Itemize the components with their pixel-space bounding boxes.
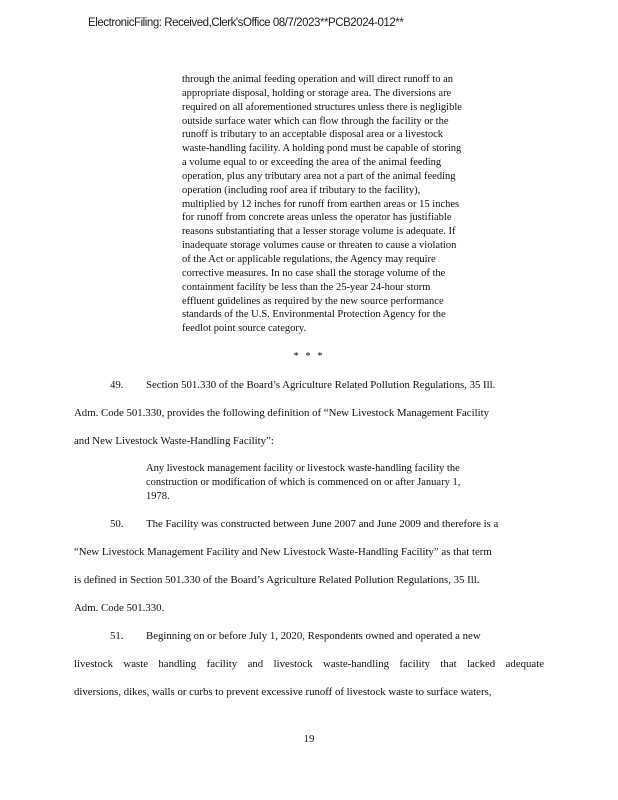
quote-line: outside surface water which can flow through the facility or the bbox=[182, 115, 449, 127]
quote-line: for runoff from concrete areas unless the operator has justifiable bbox=[182, 212, 452, 224]
quote-line: standards of the U.S. Environmental Protection Agency for the bbox=[182, 309, 446, 321]
quote-line: runoff is tributary to an acceptable disposal area or a livestock bbox=[182, 129, 444, 141]
quote-line: appropriate disposal, holding or storage area. The diversions are bbox=[182, 87, 452, 99]
quote-line: of the Act or applicable regulations, the Agency may require bbox=[182, 253, 436, 265]
quote-line: construction or modification of which is commenced on or after January 1, bbox=[146, 476, 461, 488]
paragraph-51-line-2: livestock waste handling facility and livestock waste-handling facility that lacked adequate bbox=[74, 658, 544, 670]
paragraph-50-line-1 bbox=[74, 517, 544, 531]
quote-line: multiplied by 12 inches for runoff from earthen areas or 15 inches bbox=[182, 198, 460, 210]
quote-line: operation, plus any tributary area not a part of the animal feeding bbox=[182, 170, 456, 182]
paragraph-number: 49. bbox=[110, 379, 124, 391]
paragraph-51-line-3: diversions, dikes, walls or curbs to prevent excessive runoff of livestock waste to surface waters, bbox=[74, 686, 492, 698]
paragraph-50-line-3: is defined in Section 501.330 of the Board’s Agriculture Related Pollution Regulations, 35 Ill. bbox=[74, 574, 480, 586]
quote-line: effluent guidelines as required by the new source performance bbox=[182, 295, 444, 307]
paragraph-number: 51. bbox=[110, 630, 124, 642]
quote-line: required on all aforementioned structures unless there is negligible bbox=[182, 101, 462, 113]
paragraph-51-line-1 bbox=[74, 629, 544, 643]
quote-line: containment facility be less than the 25-year 24-hour storm bbox=[182, 281, 431, 293]
quote-line: feedlot point source category. bbox=[182, 323, 307, 335]
paragraph-49-line-2: Adm. Code 501.330, provides the following definition of “New Livestock Management Facility bbox=[74, 407, 489, 419]
quote-line: corrective measures. In no case shall the storage volume of the bbox=[182, 267, 446, 279]
paragraph-number: 50. bbox=[110, 518, 124, 530]
paragraph-text: Section 501.330 of the Board’s Agriculture Related Pollution Regulations, 35 Ill. bbox=[146, 379, 496, 391]
paragraph-49-line-3: and New Livestock Waste-Handling Facility”: bbox=[74, 435, 274, 447]
quote-line: Any livestock management facility or livestock waste-handling facility the bbox=[146, 463, 460, 474]
page-number: 19 bbox=[303, 733, 315, 745]
quote-line: through the animal feeding operation and will direct runoff to an bbox=[182, 74, 453, 85]
quote-line: operation (including roof area if tributary to the facility), bbox=[182, 184, 421, 196]
quote-line: inadequate storage volumes cause or threaten to cause a violation bbox=[182, 240, 457, 252]
efiling-header: ElectronicFiling: Received,Clerk'sOffice 08/7/2023**PCB2024-012** bbox=[88, 17, 404, 29]
paragraph-50-line-4: Adm. Code 501.330. bbox=[74, 602, 165, 614]
paragraph-text: The Facility was constructed between June 2007 and June 2009 and therefore is a bbox=[146, 518, 499, 530]
quote-line: 1978. bbox=[146, 490, 170, 502]
quote-line: a volume equal to or exceeding the area of the animal feeding bbox=[182, 157, 442, 169]
quote-line: waste-handling facility. A holding pond must be capable of storing bbox=[182, 143, 462, 155]
paragraph-text: Beginning on or before July 1, 2020, Respondents owned and operated a new bbox=[146, 630, 481, 642]
block-quote bbox=[182, 73, 512, 336]
definition-quote bbox=[146, 462, 506, 504]
section-break-stars: * * * bbox=[293, 351, 325, 362]
quote-line: reasons substantiating that a lesser storage volume is adequate. If bbox=[182, 226, 456, 238]
paragraph-49-line-1 bbox=[74, 378, 544, 392]
paragraph-50-line-2: “New Livestock Management Facility and New Livestock Waste-Handling Facility” as that term bbox=[74, 546, 492, 558]
